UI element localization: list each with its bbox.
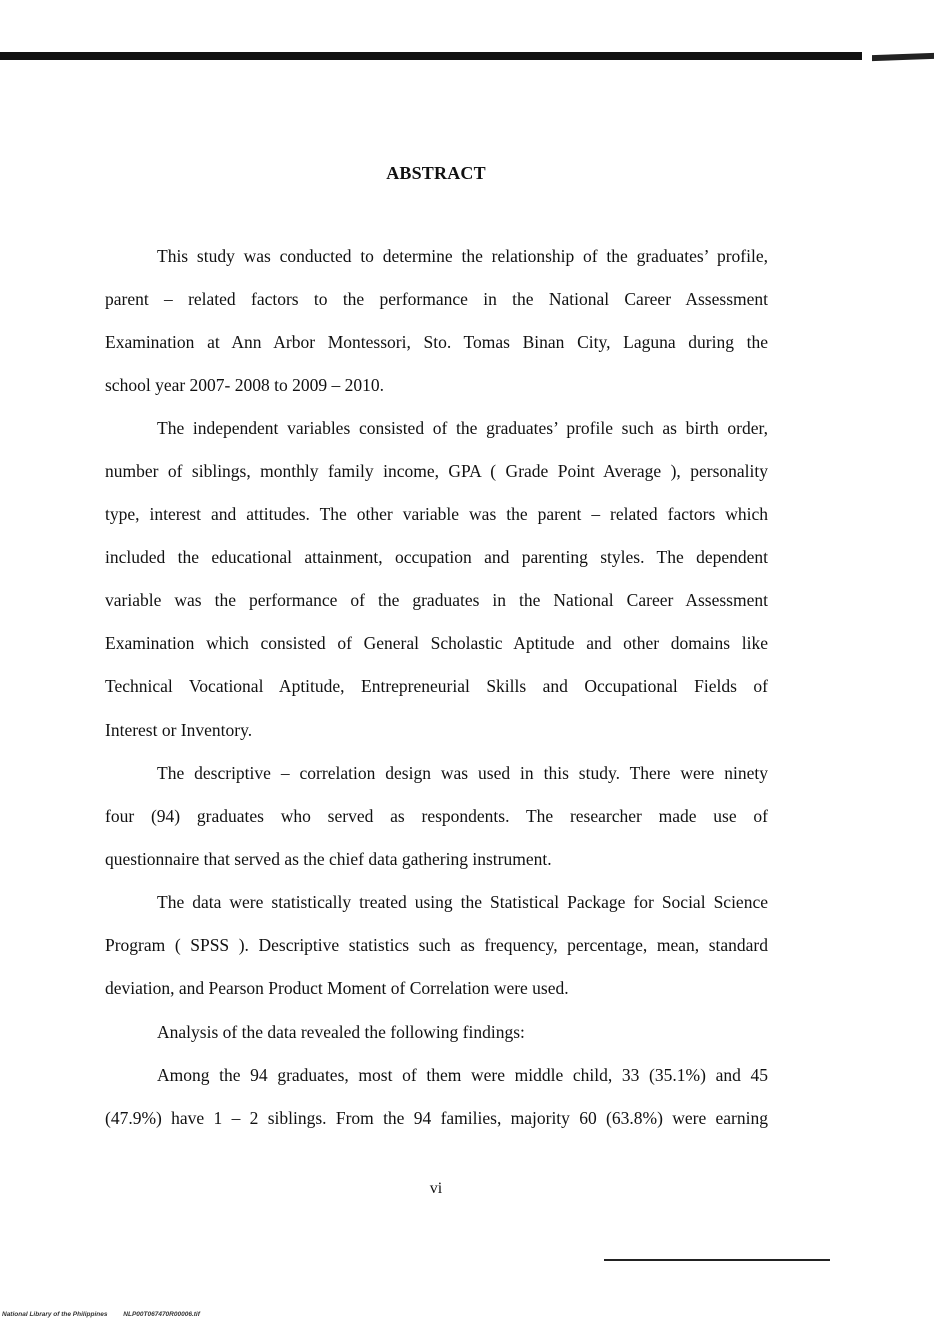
text-line: Technical Vocational Aptitude, Entrepreneurial Skills and Occupational Fields of	[105, 676, 768, 696]
scan-edge-bar-tail	[872, 53, 934, 61]
text-line: Analysis of the data revealed the following findings:	[157, 1022, 525, 1042]
text-line: questionnaire that served as the chief data gathering instrument.	[105, 849, 552, 869]
text-line: The independent variables consisted of the graduates’ profile such as birth order,	[157, 418, 768, 438]
text-line: deviation, and Pearson Product Moment of Correlation were used.	[105, 978, 569, 998]
text-line: The data were statistically treated using the Statistical Package for Social Science	[157, 892, 768, 912]
text-line: variable was the performance of the graduates in the National Career Assessment	[105, 590, 768, 610]
archive-stamp	[2, 1311, 200, 1318]
footer-rule	[604, 1259, 830, 1261]
archive-library-name: National Library of the Philippines	[2, 1311, 108, 1318]
archive-file-code: NLP00T067470R00006.tif	[123, 1311, 200, 1318]
text-line: school year 2007- 2008 to 2009 – 2010.	[105, 375, 384, 395]
page-number: vi	[429, 1180, 443, 1197]
text-line: Program ( SPSS ). Descriptive statistics such as frequency, percentage, mean, standard	[105, 935, 768, 955]
scan-edge-bar	[0, 52, 862, 60]
text-line: four (94) graduates who served as respondents. The researcher made use of	[105, 806, 768, 826]
text-line: parent – related factors to the performance in the National Career Assessment	[105, 289, 768, 309]
text-line: This study was conducted to determine the relationship of the graduates’ profile,	[157, 246, 768, 266]
text-line: Examination which consisted of General Scholastic Aptitude and other domains like	[105, 633, 768, 653]
page-title: ABSTRACT	[386, 163, 486, 183]
text-line: Among the 94 graduates, most of them were middle child, 33 (35.1%) and 45	[157, 1065, 768, 1085]
text-line: included the educational attainment, occupation and parenting styles. The dependent	[105, 547, 768, 567]
text-line: number of siblings, monthly family income, GPA ( Grade Point Average ), personality	[105, 461, 768, 481]
text-line: (47.9%) have 1 – 2 siblings. From the 94 families, majority 60 (63.8%) were earning	[105, 1108, 768, 1128]
text-line: type, interest and attitudes. The other variable was the parent – related factors which	[105, 504, 768, 524]
text-line: Interest or Inventory.	[105, 720, 253, 740]
text-line: Examination at Ann Arbor Montessori, Sto. Tomas Binan City, Laguna during the	[105, 332, 768, 352]
text-line: The descriptive – correlation design was used in this study. There were ninety	[157, 763, 768, 783]
